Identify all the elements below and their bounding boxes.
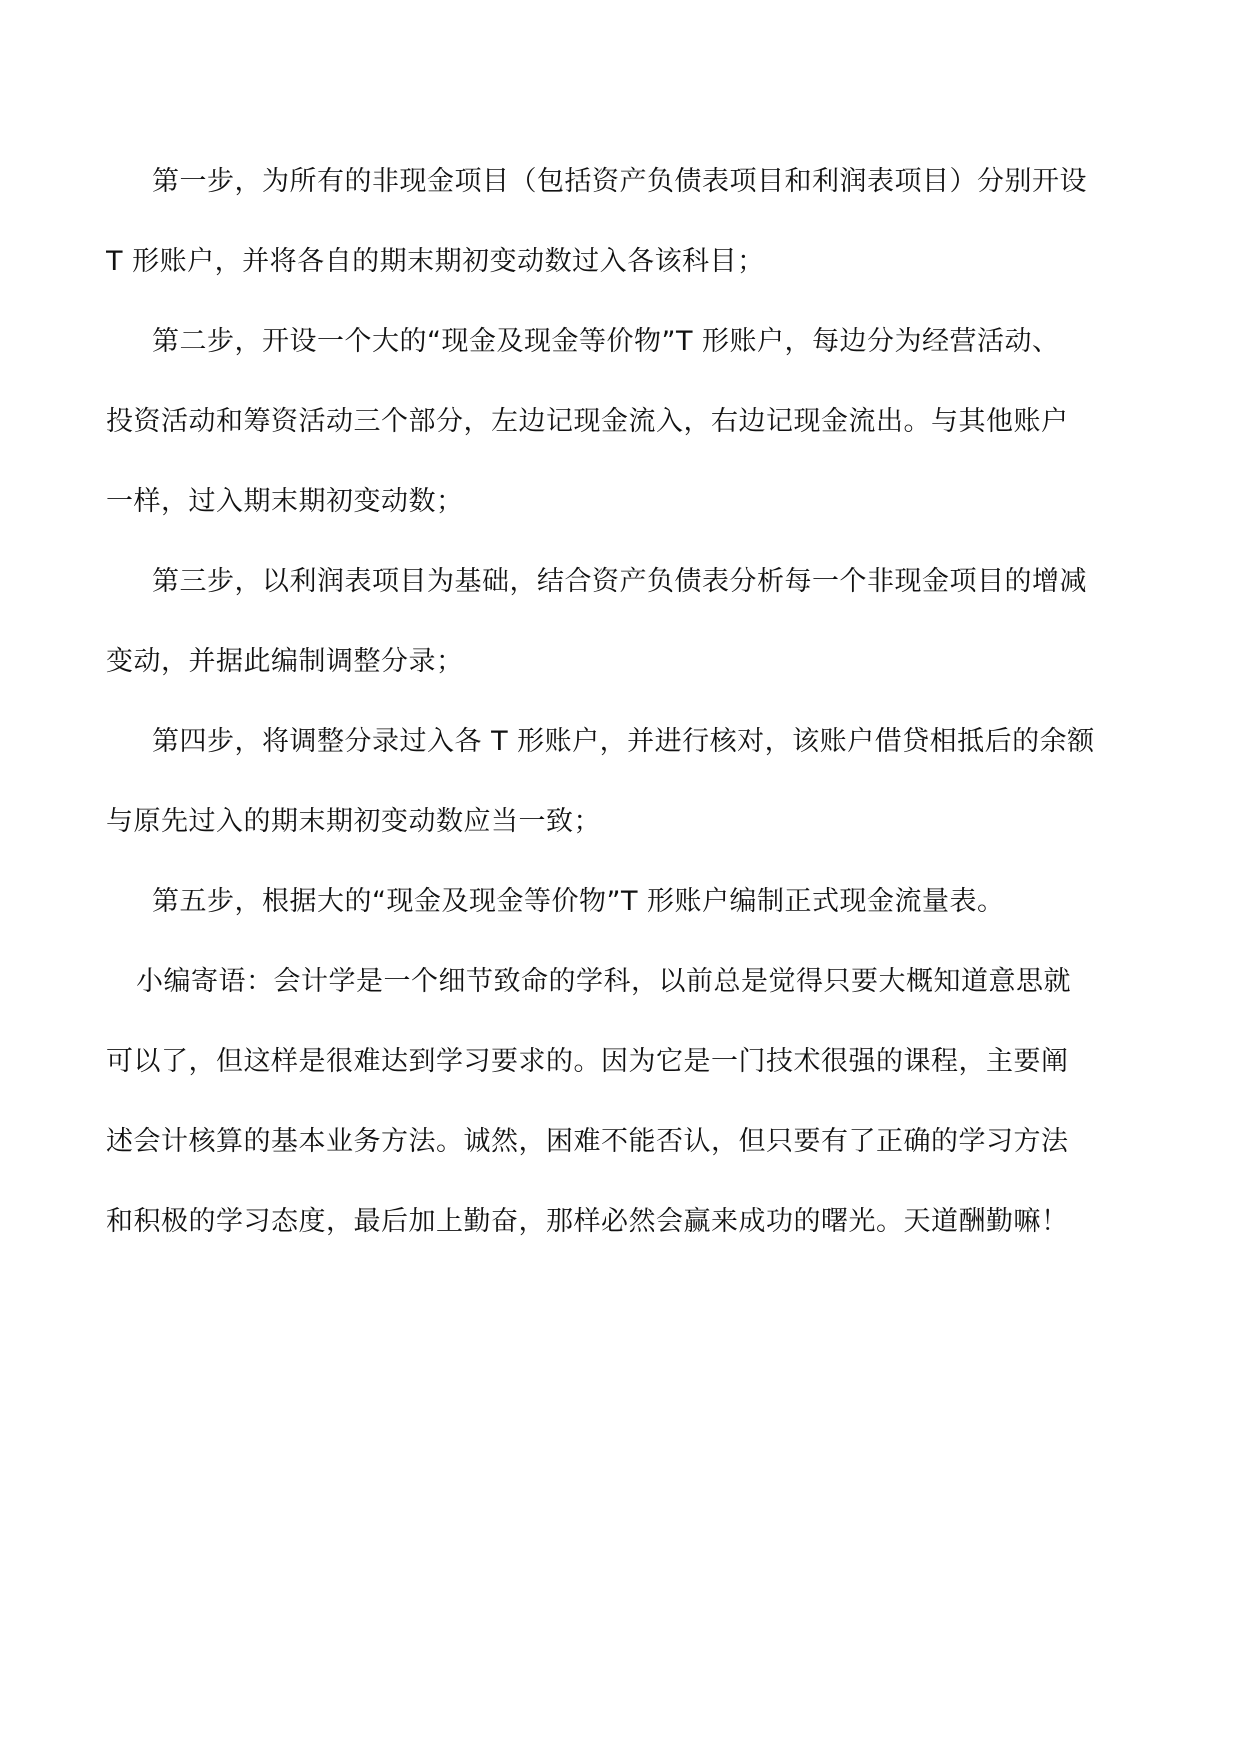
step-three-line-2: 变动，并据此编制调整分录；: [106, 646, 464, 677]
step-one-line-2: T 形账户，并将各自的期末期初变动数过入各该科目；: [106, 246, 765, 277]
editor-note-line-3: 述会计核算的基本业务方法。诚然，困难不能否认，但只要有了正确的学习方法: [106, 1126, 1069, 1157]
step-four-line-2: 与原先过入的期末期初变动数应当一致；: [106, 806, 601, 837]
editor-note-line-2: 可以了，但这样是很难达到学习要求的。因为它是一门技术很强的课程，主要阐: [106, 1046, 1069, 1077]
step-four-line-1: 第四步，将调整分录过入各 T 形账户，并进行核对，该账户借贷相抵后的余额: [152, 726, 1095, 757]
step-two-line-3: 一样，过入期末期初变动数；: [106, 486, 464, 517]
step-five-line-1: 第五步，根据大的“现金及现金等价物”T 形账户编制正式现金流量表。: [152, 886, 1005, 917]
step-three-line-1: 第三步，以利润表项目为基础，结合资产负债表分析每一个非现金项目的增减: [152, 566, 1087, 597]
step-two-line-2: 投资活动和筹资活动三个部分，左边记现金流入，右边记现金流出。与其他账户: [106, 406, 1069, 437]
editor-note-line-1: 小编寄语：会计学是一个细节致命的学科，以前总是觉得只要大概知道意思就: [136, 966, 1071, 997]
step-one-line-1: 第一步，为所有的非现金项目（包括资产负债表项目和利润表项目）分别开设: [152, 166, 1087, 197]
editor-note-line-4: 和积极的学习态度，最后加上勤奋，那样必然会赢来成功的曙光。天道酬勤嘛！: [106, 1206, 1069, 1237]
document-body: [106, 162, 1146, 1282]
step-two-line-1: 第二步，开设一个大的“现金及现金等价物”T 形账户，每边分为经营活动、: [152, 326, 1060, 357]
